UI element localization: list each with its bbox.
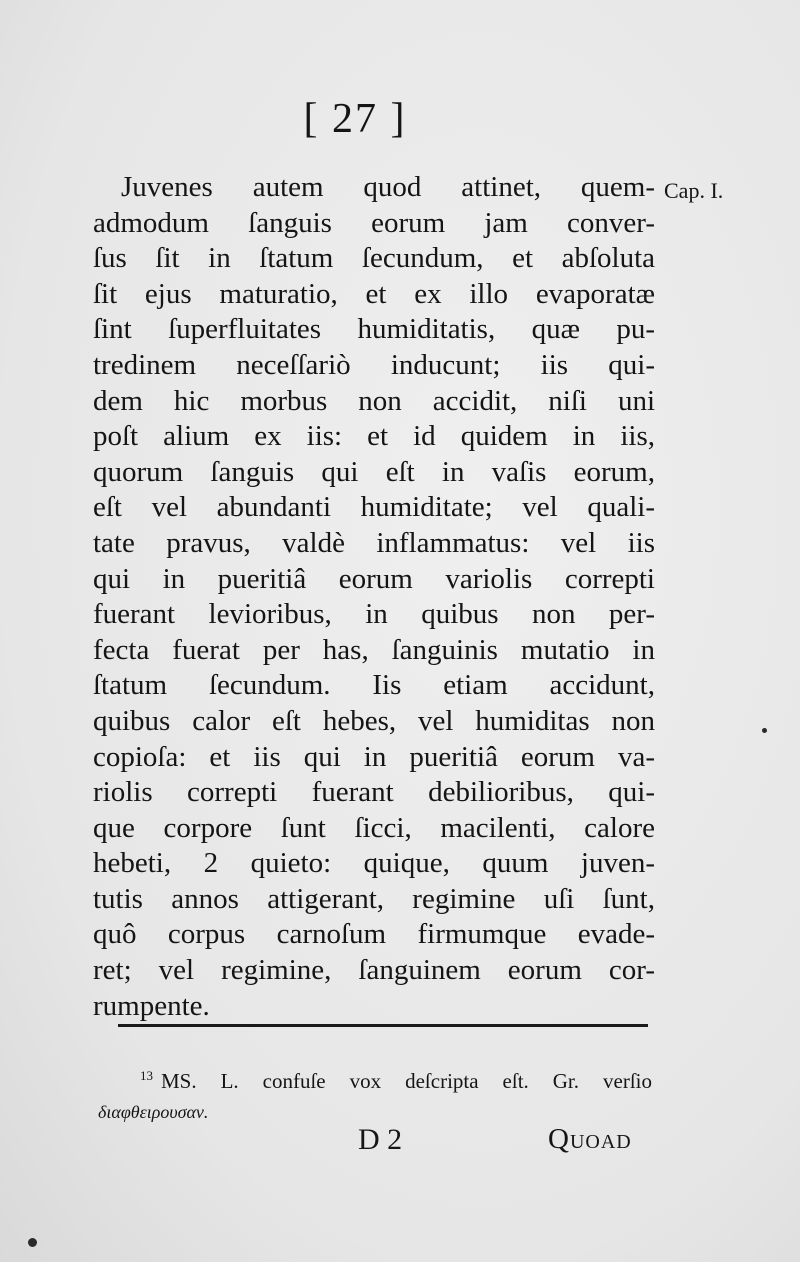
page-number: [ 27 ] bbox=[303, 96, 407, 142]
text-line: poſt alium ex iis: et id quidem in iis, bbox=[93, 420, 655, 453]
text-line: Juvenes autem quod attinet, quem- bbox=[121, 171, 655, 203]
text-line: quorum ſanguis qui eſt in vaſis eorum, bbox=[93, 455, 655, 488]
footnote-text: MS. L. confuſe vox deſcripta eſt. Gr. verſio bbox=[161, 1069, 652, 1093]
text-line: eſt vel abundanti humiditate; vel quali- bbox=[93, 491, 655, 524]
text-line: ret; vel regimine, ſanguinem eorum cor- bbox=[93, 954, 655, 987]
text-line: quibus calor eſt hebes, vel humiditas non bbox=[93, 704, 655, 737]
text-line: fecta fuerat per has, ſanguinis mutatio in bbox=[93, 633, 655, 666]
text-line: tate pravus, valdè inflammatus: vel iis bbox=[93, 526, 655, 559]
footnote bbox=[140, 1068, 652, 1094]
text-line: tutis annos attigerant, regimine uſi ſunt, bbox=[93, 882, 655, 915]
text-line: copioſa: et iis qui in pueritiâ eorum va- bbox=[93, 740, 655, 773]
text-line: ſint ſuperfluitates humiditatis, quæ pu- bbox=[93, 313, 655, 346]
body-text bbox=[93, 170, 655, 1024]
catchword: Quoad bbox=[548, 1123, 632, 1155]
margin-note: Cap. I. bbox=[664, 178, 724, 203]
footnote-greek: διαφθειρουσαν. bbox=[98, 1102, 209, 1122]
text-line: hebeti, 2 quieto: quique, quum juven- bbox=[93, 847, 655, 880]
footnote-rule bbox=[118, 1024, 648, 1027]
text-line: que corpore ſunt ſicci, macilenti, calore bbox=[93, 811, 655, 844]
text-line: dem hic morbus non accidit, niſi uni bbox=[93, 384, 655, 417]
text-line: tredinem neceſſariò inducunt; iis qui- bbox=[93, 348, 655, 381]
signature-mark: D 2 bbox=[358, 1123, 403, 1156]
footnote-mark: 13 bbox=[140, 1068, 153, 1083]
text-line: ſtatum ſecundum. Iis etiam accidunt, bbox=[93, 669, 655, 702]
text-line: quô corpus carnoſum firmumque evade- bbox=[93, 918, 655, 951]
text-line: qui in pueritiâ eorum variolis correpti bbox=[93, 562, 655, 595]
text-line: rumpente. bbox=[93, 989, 210, 1022]
ink-speck bbox=[28, 1238, 37, 1247]
text-line: ſus ſit in ſtatum ſecundum, et abſoluta bbox=[93, 242, 655, 275]
text-line: riolis correpti fuerant debilioribus, qui- bbox=[93, 776, 655, 809]
ink-speck bbox=[762, 728, 767, 733]
text-line: ſit ejus maturatio, et ex illo evaporatæ bbox=[93, 277, 655, 310]
text-line: fuerant levioribus, in quibus non per- bbox=[93, 598, 655, 631]
text-line: admodum ſanguis eorum jam conver- bbox=[93, 206, 655, 239]
